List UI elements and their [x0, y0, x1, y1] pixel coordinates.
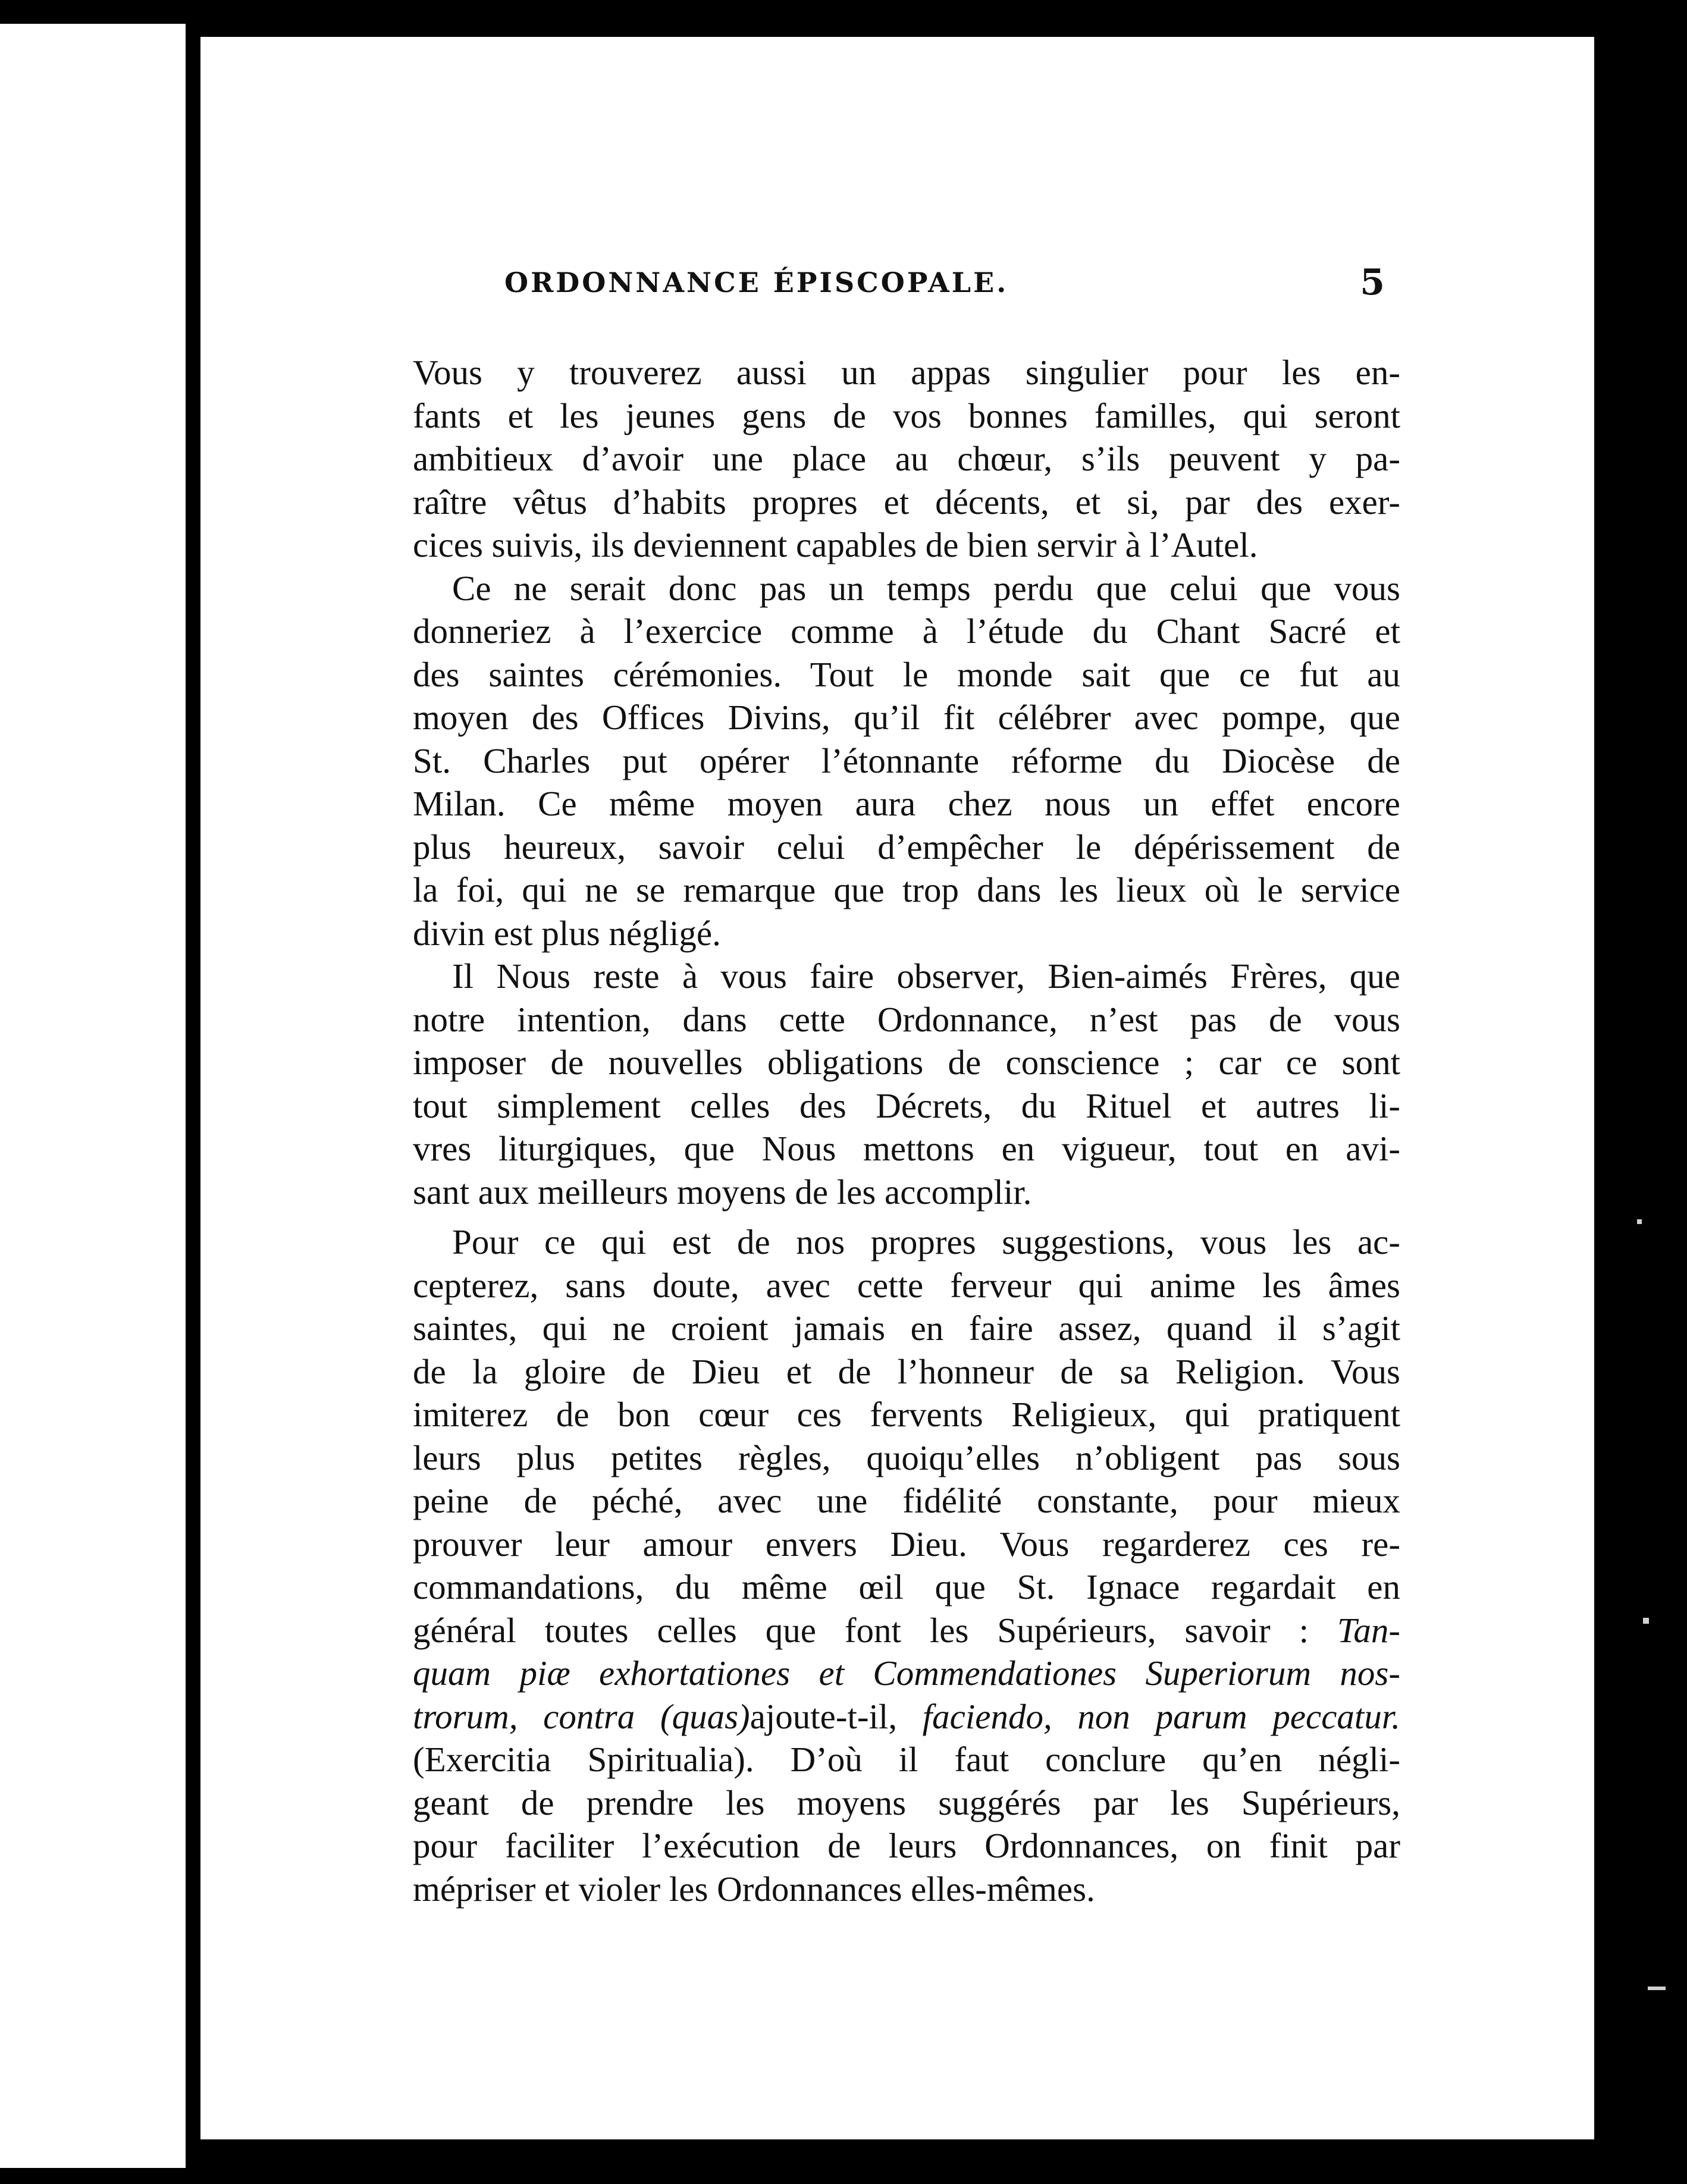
- body-text: [413, 351, 1400, 1910]
- text-line: commandations, du même œil que St. Ignace regardait en: [413, 1567, 1400, 1606]
- text-line: plus heureux, savoir celui d’empêcher le dépérissement de: [413, 827, 1400, 867]
- latin-quote: Tan-: [1337, 1610, 1400, 1650]
- text-line: (Exercitia Spiritualia). D’où il faut conclure qu’en négli-: [413, 1740, 1400, 1779]
- text-line: sant aux meilleurs moyens de les accomplir.: [413, 1172, 1032, 1212]
- text-line: de la gloire de Dieu et de l’honneur de sa Religion. Vous: [413, 1351, 1400, 1391]
- text-line: la foi, qui ne se remarque que trop dans les lieux où le service: [413, 870, 1400, 909]
- text-line: vres liturgiques, que Nous mettons en vigueur, tout en avi-: [413, 1129, 1400, 1168]
- text-line: tout simplement celles des Décrets, du Rituel et autres li-: [413, 1085, 1400, 1125]
- text-line: Pour ce qui est de nos propres suggestions, vous les ac-: [452, 1222, 1400, 1262]
- text-line-mixed: [413, 1609, 1400, 1652]
- text-line: St. Charles put opérer l’étonnante réforme du Diocèse de: [413, 740, 1400, 780]
- latin-quote: faciendo, non parum peccatur.: [922, 1696, 1400, 1736]
- text-line: Il Nous reste à vous faire observer, Bien-aimés Frères, que: [452, 956, 1400, 996]
- latin-quote: quam piæ exhortationes et Commendationes Superiorum nos-: [413, 1653, 1400, 1693]
- text-roman: général toutes celles que font les Supérieurs, savoir :: [413, 1610, 1309, 1650]
- text-line: ambitieux d’avoir une place au chœur, s’ils peuvent y pa-: [413, 439, 1400, 478]
- facing-page-edge: [0, 24, 186, 2168]
- text-line: imiterez de bon cœur ces fervents Religieux, qui pratiquent: [413, 1395, 1400, 1434]
- text-line: saintes, qui ne croient jamais en faire assez, quand il s’agit: [413, 1308, 1400, 1348]
- text-line: Vous y trouverez aussi un appas singulier pour les en-: [413, 353, 1400, 392]
- text-line: des saintes cérémonies. Tout le monde sait que ce fut au: [413, 654, 1400, 694]
- text-line: Milan. Ce même moyen aura chez nous un effet encore: [413, 784, 1400, 823]
- text-line: imposer de nouvelles obligations de conscience ; car ce sont: [413, 1043, 1400, 1082]
- text-line: mépriser et violer les Ordonnances elles-mêmes.: [413, 1869, 1095, 1909]
- text-line: cices suivis, ils deviennent capables de bien servir à l’Autel.: [413, 525, 1258, 564]
- text-line: divin est plus négligé.: [413, 913, 721, 953]
- text-line: Ce ne serait donc pas un temps perdu que celui que vous: [452, 568, 1400, 608]
- text-line: peine de péché, avec une fidélité constante, pour mieux: [413, 1481, 1400, 1520]
- text-line: pour faciliter l’exécution de leurs Ordonnances, on finit par: [413, 1826, 1400, 1865]
- running-head: [504, 262, 1385, 309]
- text-line: moyen des Offices Divins, qu’il fit célébrer avec pompe, que: [413, 698, 1400, 737]
- scan-artifact: [1648, 1987, 1666, 1990]
- text-line: prouver leur amour envers Dieu. Vous regarderez ces re-: [413, 1524, 1400, 1564]
- text-line: notre intention, dans cette Ordonnance, n’est pas de vous: [413, 999, 1400, 1039]
- scan-artifact: [1637, 1219, 1642, 1224]
- text-roman: ajoute-t-il,: [750, 1696, 898, 1736]
- text-line: leurs plus petites règles, quoiqu’elles n’obligent pas sous: [413, 1438, 1400, 1477]
- text-line: geant de prendre les moyens suggérés par les Supérieurs,: [413, 1783, 1400, 1822]
- page-number: 5: [1360, 262, 1385, 303]
- text-line-mixed: [413, 1695, 1400, 1739]
- text-line: raître vêtus d’habits propres et décents, et si, par des exer-: [413, 482, 1400, 522]
- running-head-title: ORDONNANCE ÉPISCOPALE.: [504, 266, 1009, 299]
- scan-artifact: [1643, 1618, 1649, 1624]
- text-line: donneriez à l’exercice comme à l’étude du Chant Sacré et: [413, 611, 1400, 651]
- latin-quote: trorum, contra (quas): [413, 1696, 750, 1736]
- text-line: fants et les jeunes gens de vos bonnes familles, qui seront: [413, 396, 1400, 435]
- text-line: cepterez, sans doute, avec cette ferveur qui anime les âmes: [413, 1265, 1400, 1305]
